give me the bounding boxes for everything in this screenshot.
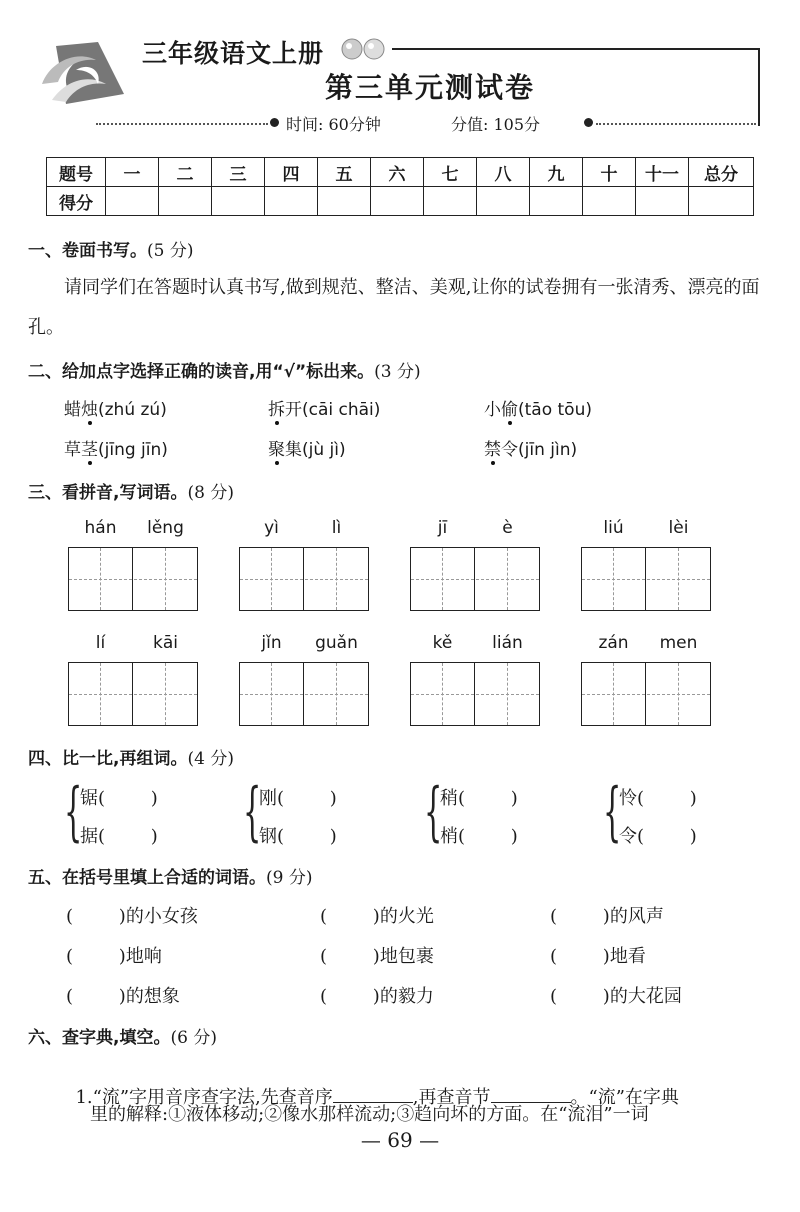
question-text: 1.“流”字用音序查字法,先查音序 bbox=[75, 1087, 333, 1108]
compare-item[interactable]: 令( ) bbox=[619, 826, 697, 847]
pinyin-label: jǐn bbox=[261, 633, 282, 653]
pinyin-label: lèi bbox=[668, 518, 689, 538]
table-cell: 得分 bbox=[47, 187, 106, 216]
section-1-text: 请同学们在答题时认真书写,做到规范、整洁、美观,让你的试卷拥有一张清秀、漂亮的面孔。 bbox=[28, 277, 760, 338]
section-title: 四、比一比,再组词。 bbox=[28, 749, 188, 769]
brace-icon: { bbox=[603, 775, 622, 849]
bullet-icon bbox=[584, 118, 593, 127]
question-text: ,再查音节 bbox=[412, 1087, 491, 1108]
section-6-heading bbox=[28, 1023, 217, 1048]
pinyin-label: è bbox=[502, 518, 513, 538]
brace-icon: { bbox=[424, 775, 443, 849]
section-4-heading bbox=[28, 744, 234, 769]
tianzige-grid[interactable] bbox=[68, 662, 198, 726]
table-cell: 四 bbox=[265, 158, 318, 187]
score-input-cell[interactable] bbox=[583, 187, 636, 216]
fill-blank-item[interactable]: ( )地看 bbox=[550, 946, 646, 967]
pinyin-label: yì bbox=[264, 518, 279, 538]
time-limit: 时间: 60分钟 bbox=[286, 115, 381, 134]
table-cell: 九 bbox=[530, 158, 583, 187]
pinyin-label: kāi bbox=[153, 633, 178, 653]
unit-title: 第三单元测试卷 bbox=[324, 71, 535, 104]
table-cell: 八 bbox=[477, 158, 530, 187]
bullet-icon bbox=[270, 118, 279, 127]
pinyin-label: kě bbox=[432, 633, 453, 653]
tianzige-grid[interactable] bbox=[410, 547, 540, 611]
compare-item[interactable]: 梢( ) bbox=[440, 826, 518, 847]
compare-item[interactable]: 锯( ) bbox=[80, 788, 158, 809]
pinyin-options: (jù jì) bbox=[302, 440, 346, 460]
score-input-cell[interactable] bbox=[318, 187, 371, 216]
total-score: 分值: 105分 bbox=[451, 115, 541, 134]
section-points: (9 分) bbox=[266, 868, 313, 888]
table-cell: 总分 bbox=[689, 158, 754, 187]
char: 拆 bbox=[268, 395, 285, 420]
fill-blank-item[interactable]: ( )的小女孩 bbox=[66, 906, 198, 927]
table-cell: 十一 bbox=[636, 158, 689, 187]
char: 蜡 bbox=[64, 400, 81, 420]
pinyin-choice-item[interactable] bbox=[64, 395, 167, 420]
header-rule-vertical bbox=[758, 48, 760, 126]
char: 开 bbox=[285, 400, 302, 420]
score-input-cell[interactable] bbox=[212, 187, 265, 216]
char: 令 bbox=[501, 440, 518, 460]
pinyin-label: lián bbox=[492, 633, 523, 653]
fill-blank-item[interactable]: ( )的风声 bbox=[550, 906, 664, 927]
question-text: 。“流”在字典 bbox=[570, 1087, 679, 1108]
table-cell: 十 bbox=[583, 158, 636, 187]
score-input-cell[interactable] bbox=[159, 187, 212, 216]
dotted-char: 偷 bbox=[501, 395, 518, 420]
table-cell: 一 bbox=[106, 158, 159, 187]
pinyin-choice-item[interactable] bbox=[268, 435, 346, 460]
section-points: (6 分) bbox=[170, 1028, 217, 1048]
score-table-header-row bbox=[47, 158, 754, 187]
score-input-cell[interactable] bbox=[265, 187, 318, 216]
section-title: 二、给加点字选择正确的读音,用“√”标出来。 bbox=[28, 362, 375, 382]
publisher-logo bbox=[36, 40, 128, 112]
fill-blank-item[interactable]: ( )的火光 bbox=[320, 906, 434, 927]
tianzige-grid[interactable] bbox=[239, 547, 369, 611]
table-cell: 三 bbox=[212, 158, 265, 187]
tianzige-grid[interactable] bbox=[581, 662, 711, 726]
section-title: 六、查字典,填空。 bbox=[28, 1028, 171, 1048]
dotted-char: 烛 bbox=[81, 395, 98, 420]
compare-item[interactable]: 稍( ) bbox=[440, 788, 518, 809]
score-input-cell[interactable] bbox=[636, 187, 689, 216]
fill-blank-item[interactable]: ( )地包裹 bbox=[320, 946, 434, 967]
section-5-heading bbox=[28, 863, 312, 888]
pinyin-options: (cāi chāi) bbox=[302, 400, 381, 420]
pinyin-label: guǎn bbox=[315, 633, 358, 653]
fill-blank-item[interactable]: ( )的想象 bbox=[66, 986, 180, 1007]
char: 小 bbox=[484, 400, 501, 420]
char: 集 bbox=[285, 440, 302, 460]
fill-blank-item[interactable]: ( )地响 bbox=[66, 946, 162, 967]
score-input-cell[interactable] bbox=[689, 187, 754, 216]
compare-item[interactable]: 据( ) bbox=[80, 826, 158, 847]
table-cell: 题号 bbox=[47, 158, 106, 187]
grade-title: 三年级语文上册 bbox=[142, 39, 325, 68]
pinyin-choice-item[interactable] bbox=[64, 435, 168, 460]
section-2-heading bbox=[28, 357, 421, 382]
compare-item[interactable]: 刚( ) bbox=[259, 788, 337, 809]
pinyin-label: lì bbox=[331, 518, 342, 538]
section-points: (4 分) bbox=[187, 749, 234, 769]
fill-blank-item[interactable]: ( )的毅力 bbox=[320, 986, 434, 1007]
score-input-cell[interactable] bbox=[530, 187, 583, 216]
question-6-1-line2: 里的解释:①液体移动;②像水那样流动;③趋向坏的方面。在“流泪”一词 bbox=[90, 1104, 649, 1125]
section-3-heading bbox=[28, 478, 234, 503]
tianzige-grid[interactable] bbox=[68, 547, 198, 611]
section-title: 一、卷面书写。 bbox=[28, 241, 147, 261]
dotted-rule bbox=[96, 123, 268, 125]
pinyin-label: lěng bbox=[147, 518, 184, 538]
dotted-char: 茎 bbox=[81, 435, 98, 460]
table-cell: 六 bbox=[371, 158, 424, 187]
pinyin-label: hán bbox=[84, 518, 117, 538]
pinyin-choice-item[interactable] bbox=[268, 395, 380, 420]
section-title: 五、在括号里填上合适的词语。 bbox=[28, 868, 266, 888]
decor-circles-icon bbox=[340, 38, 394, 62]
pinyin-options: (zhú zú) bbox=[98, 400, 167, 420]
pinyin-options: (jīng jīn) bbox=[98, 440, 168, 460]
dotted-char: 聚 bbox=[268, 435, 285, 460]
pinyin-choice-item[interactable] bbox=[484, 395, 592, 420]
pinyin-label: liú bbox=[603, 518, 624, 538]
page-number: — 69 — bbox=[360, 1128, 440, 1152]
score-table bbox=[46, 157, 754, 216]
pinyin-options: (tāo tōu) bbox=[518, 400, 592, 420]
fill-blank-item[interactable]: ( )的大花园 bbox=[550, 986, 682, 1007]
pinyin-label: jī bbox=[437, 518, 448, 538]
table-cell: 七 bbox=[424, 158, 477, 187]
tianzige-grid[interactable] bbox=[581, 547, 711, 611]
brace-icon: { bbox=[243, 775, 262, 849]
compare-item[interactable]: 钢( ) bbox=[259, 826, 337, 847]
pinyin-choice-item[interactable] bbox=[484, 435, 577, 460]
exam-info-line bbox=[96, 110, 756, 138]
tianzige-grid[interactable] bbox=[239, 662, 369, 726]
table-cell: 五 bbox=[318, 158, 371, 187]
score-input-cell[interactable] bbox=[106, 187, 159, 216]
score-table-score-row bbox=[47, 187, 754, 216]
dotted-rule bbox=[596, 123, 756, 125]
dotted-char: 禁 bbox=[484, 435, 501, 460]
tianzige-grid[interactable] bbox=[410, 662, 540, 726]
score-input-cell[interactable] bbox=[477, 187, 530, 216]
pinyin-label: zán bbox=[598, 633, 629, 653]
pinyin-label: lí bbox=[95, 633, 106, 653]
pinyin-label: men bbox=[659, 633, 698, 653]
table-cell: 二 bbox=[159, 158, 212, 187]
section-1-heading bbox=[28, 236, 193, 261]
section-points: (3 分) bbox=[374, 362, 421, 382]
header-rule bbox=[392, 48, 760, 50]
char: 草 bbox=[64, 440, 81, 460]
pinyin-options: (jīn jìn) bbox=[518, 440, 578, 460]
section-points: (8 分) bbox=[187, 483, 234, 503]
score-input-cell[interactable] bbox=[424, 187, 477, 216]
compare-item[interactable]: 怜( ) bbox=[619, 788, 697, 809]
brace-icon: { bbox=[64, 775, 83, 849]
section-points: (5 分) bbox=[147, 241, 194, 261]
section-title: 三、看拼音,写词语。 bbox=[28, 483, 188, 503]
score-input-cell[interactable] bbox=[371, 187, 424, 216]
